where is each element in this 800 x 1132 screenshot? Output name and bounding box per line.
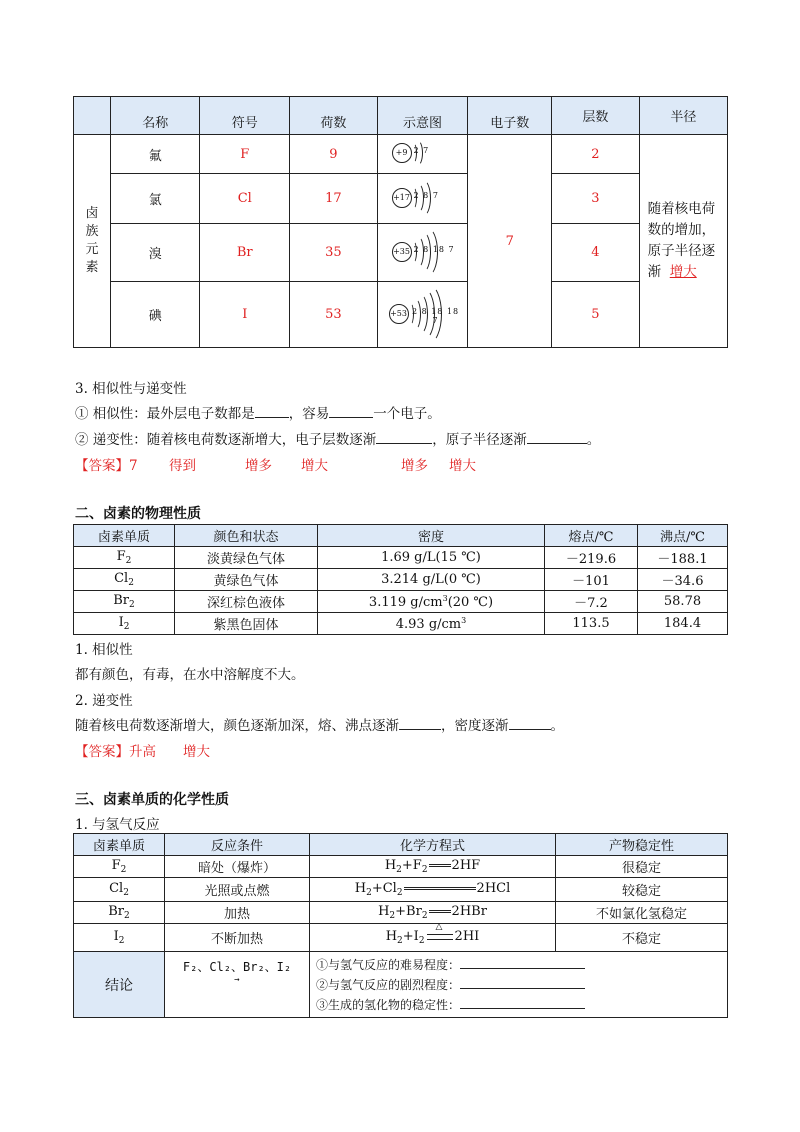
blank: [527, 431, 587, 444]
blank: [329, 405, 373, 418]
hydrogen-reaction-table: [73, 833, 728, 1018]
answer-value: 增多: [401, 458, 428, 474]
reaction-condition: 不断加热: [165, 924, 310, 952]
element-formula: $Cl_2$: [74, 569, 175, 591]
element-formula: $F_2$: [74, 856, 165, 878]
element-formula: $Cl_2$: [74, 878, 165, 902]
layer-count: 5: [552, 282, 640, 348]
conclusion-row: [74, 952, 728, 1018]
conclusion-items: [310, 952, 728, 1018]
similarity-text-b: ，容易: [288, 406, 330, 422]
table-row: [74, 282, 728, 348]
conclusion-item: ③生成的氢化物的稳定性：: [316, 995, 727, 1015]
s2-gradient-text-b: ，密度逐渐: [441, 718, 509, 734]
element-name: 溴: [110, 224, 200, 282]
density: 4.93 $g/cm^3$: [318, 613, 545, 635]
shell-electrons: 2 8 18 7: [413, 244, 455, 254]
shell-electrons: 2 7: [413, 146, 430, 155]
radius-answer: 增大: [669, 264, 697, 280]
header-cell: 卤素单质: [74, 834, 165, 856]
header-diagram: 示意图: [377, 97, 468, 135]
element-symbol: F: [200, 135, 290, 174]
section2-title: 二、卤素的物理性质: [75, 506, 201, 522]
header-cell: 密度: [318, 525, 545, 547]
element-symbol: Br: [200, 224, 290, 282]
color-state: 紫黑色固体: [175, 613, 318, 635]
gradient-text-b: ，原子半径逐渐: [432, 432, 527, 448]
product-stability: 较稳定: [556, 878, 728, 902]
header-layers: 层数: [552, 97, 640, 135]
element-symbol: I: [200, 282, 290, 348]
melting-point: －7.2: [545, 591, 638, 613]
element-charge: 9: [290, 135, 378, 174]
similarity-text-a: ① 相似性：最外层电子数都是: [75, 406, 255, 422]
gradient-text-a: ② 递变性：随着核电荷数逐渐增大，电子层数逐渐: [75, 432, 377, 448]
s2-gradient-line: [75, 714, 564, 734]
boiling-point: －34.6: [638, 569, 728, 591]
radius-cell: [639, 135, 727, 348]
boiling-point: 58.78: [638, 591, 728, 613]
answer-value: 得到: [169, 458, 196, 474]
table-header-row: [74, 97, 728, 135]
atom-diagram: [377, 135, 468, 174]
table-header-row: [74, 525, 728, 547]
element-symbol: Cl: [200, 174, 290, 224]
shell-electrons: 2 8 7: [413, 190, 439, 200]
section3-subtitle: 1. 与氢气反应: [75, 817, 160, 833]
element-formula: $Br_2$: [74, 902, 165, 924]
answer-value: 增大: [183, 744, 210, 760]
shell-electrons: 2 8 18 18 7: [411, 306, 460, 325]
layer-count: 2: [552, 135, 640, 174]
table-row: [74, 591, 728, 613]
layer-count: 4: [552, 224, 640, 282]
answer-value: 增大: [301, 458, 328, 474]
chemical-equation: $H_2+F_2$ 2HF: [310, 856, 556, 878]
answer-label: 【答案】: [75, 458, 129, 474]
conclusion-label: 结论: [74, 952, 165, 1018]
reaction-condition: 加热: [165, 902, 310, 924]
atom-diagram: [377, 174, 468, 224]
element-name: 氟: [110, 135, 200, 174]
header-radius: 半径: [639, 97, 727, 135]
element-name: 氯: [110, 174, 200, 224]
header-cell: 沸点/℃: [638, 525, 728, 547]
atom-diagram: [377, 224, 468, 282]
product-stability: 不如氯化氢稳定: [556, 902, 728, 924]
physical-properties-table: [73, 524, 728, 635]
element-name: 碘: [110, 282, 200, 348]
reaction-condition: 暗处（爆炸）: [165, 856, 310, 878]
element-formula: $F_2$: [74, 547, 175, 569]
s2-gradient-text-c: 。: [550, 718, 564, 734]
color-state: 淡黄绿色气体: [175, 547, 318, 569]
answer-label: 【答案】: [75, 744, 129, 760]
header-cell: 熔点/℃: [545, 525, 638, 547]
conclusion-sequence: F₂、Cl₂、Br₂、I₂ →: [165, 952, 310, 1018]
header-charge: 荷数: [290, 97, 378, 135]
density: 1.69 g/L(15 ℃): [318, 547, 545, 569]
blank: [460, 976, 585, 989]
header-cell: 反应条件: [165, 834, 310, 856]
product-stability: 不稳定: [556, 924, 728, 952]
table-row: [74, 135, 728, 174]
conclusion-item: ②与氢气反应的剧烈程度：: [316, 975, 727, 995]
reversible-arrow-icon: △: [427, 931, 453, 943]
table-row: [74, 878, 728, 902]
element-charge: 17: [290, 174, 378, 224]
melting-point: －219.6: [545, 547, 638, 569]
product-stability: 很稳定: [556, 856, 728, 878]
atom-diagram: [377, 282, 468, 348]
boiling-point: 184.4: [638, 613, 728, 635]
table-row: [74, 613, 728, 635]
blank: [460, 996, 585, 1009]
header-electrons: 电子数: [468, 97, 552, 135]
blank: [460, 956, 585, 969]
melting-point: －101: [545, 569, 638, 591]
conclusion-item: ①与氢气反应的难易程度：: [316, 955, 727, 975]
s2-answer-line: [75, 740, 210, 760]
answer-value: 升高: [129, 744, 156, 760]
header-cell: 产物稳定性: [556, 834, 728, 856]
header-symbol: 符号: [200, 97, 290, 135]
nucleus: +9: [392, 143, 412, 163]
halogen-atom-table: [73, 96, 728, 348]
header-cell: 化学方程式: [310, 834, 556, 856]
chemical-equation: $H_2+Cl_2$ 2HCl: [310, 878, 556, 902]
similarity-text-c: 一个电子。: [373, 406, 441, 422]
blank: [399, 717, 441, 730]
table-row: [74, 547, 728, 569]
header-blank: [74, 97, 111, 135]
melting-point: 113.5: [545, 613, 638, 635]
similarity-line: [75, 402, 441, 422]
reaction-condition: 光照或点燃: [165, 878, 310, 902]
answer-value: 增大: [449, 458, 476, 474]
color-state: 黄绿色气体: [175, 569, 318, 591]
element-formula: $Br_2$: [74, 591, 175, 613]
element-charge: 53: [290, 282, 378, 348]
s2-similarity-text: 都有颜色，有毒，在水中溶解度不大。: [75, 667, 305, 683]
element-formula: $I_2$: [74, 924, 165, 952]
blank: [255, 405, 289, 418]
color-state: 深红棕色液体: [175, 591, 318, 613]
similarity-title: 3. 相似性与递变性: [75, 381, 187, 397]
element-formula: $I_2$: [74, 613, 175, 635]
table-row: [74, 174, 728, 224]
table-row: [74, 856, 728, 878]
nucleus: +17: [392, 188, 412, 208]
table-row: [74, 902, 728, 924]
header-name: 名称: [110, 97, 200, 135]
table-row: [74, 924, 728, 952]
blank: [376, 431, 432, 444]
nucleus: +53: [389, 304, 409, 324]
boiling-point: －188.1: [638, 547, 728, 569]
radius-text: 随着核电荷数的增加，原子半径逐渐: [647, 201, 716, 280]
element-charge: 35: [290, 224, 378, 282]
header-cell: 卤素单质: [74, 525, 175, 547]
chemical-equation: $H_2+Br_2$ 2HBr: [310, 902, 556, 924]
gradient-line: [75, 428, 600, 448]
table-row: [74, 569, 728, 591]
layer-count: 3: [552, 174, 640, 224]
electron-count: 7: [468, 135, 552, 348]
blank: [509, 717, 551, 730]
chemical-equation: $H_2+I_2$ △ 2HI: [310, 924, 556, 952]
table-header-row: [74, 834, 728, 856]
table-row: [74, 224, 728, 282]
answer-line: [75, 454, 476, 474]
header-cell: 颜色和状态: [175, 525, 318, 547]
arrow-right-icon: →: [234, 975, 240, 985]
group-label: 卤族元素: [74, 135, 111, 348]
gradient-text-c: 。: [586, 432, 601, 448]
section3-title: 三、卤素单质的化学性质: [75, 792, 229, 808]
answer-value: 增多: [245, 458, 272, 474]
answer-value: 7: [129, 458, 138, 474]
density: 3.214 g/L(0 ℃): [318, 569, 545, 591]
s2-similarity-title: 1. 相似性: [75, 642, 133, 658]
s2-gradient-title: 2. 递变性: [75, 693, 133, 709]
density: 3.119 $g/cm^3(20$ ℃): [318, 591, 545, 613]
s2-gradient-text-a: 随着核电荷数逐渐增大，颜色逐渐加深，熔、沸点逐渐: [75, 718, 399, 734]
nucleus: +35: [392, 242, 412, 262]
